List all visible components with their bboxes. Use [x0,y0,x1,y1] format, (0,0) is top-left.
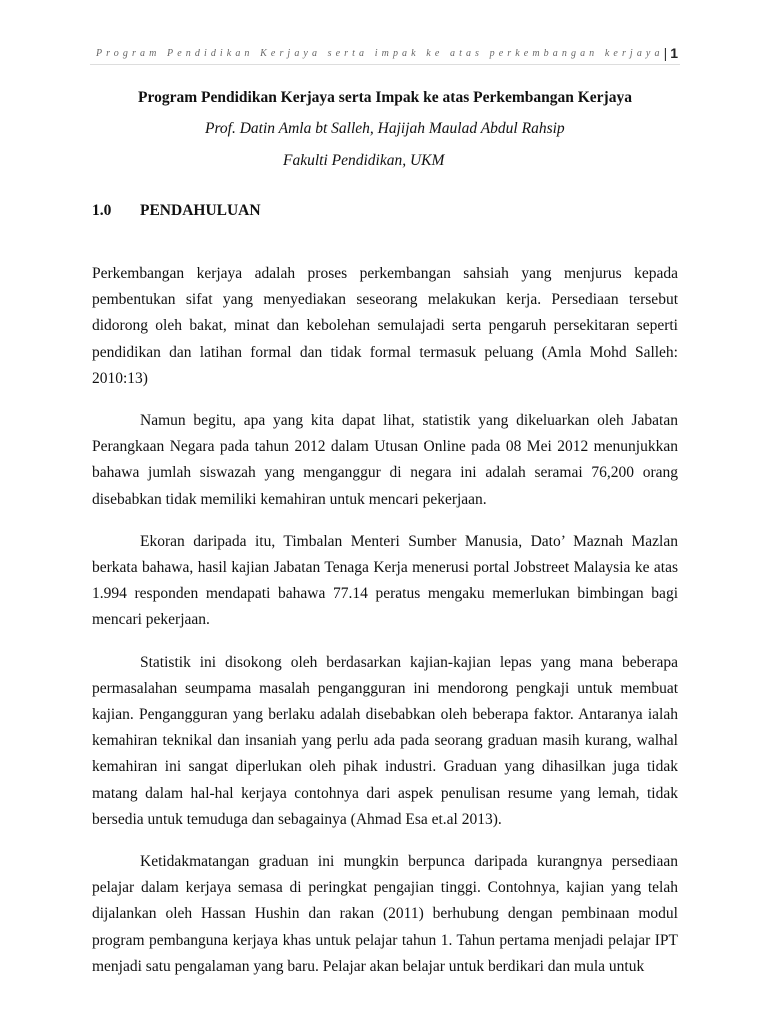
paragraph: Perkembangan kerjaya adalah proses perkembangan sahsiah yang menjurus kepada pembentukan sifat yang menyediakan seseorang melakukan kerja. Persediaan tersebut didorong oleh bakat, minat dan kebolehan semulajadi serta pengaruh persekitaran seperti pendidikan dan latihan formal dan tidak formal termasuk peluang (Amla Mohd Salleh: 2010:13) [92,265,678,387]
header-divider [90,64,680,65]
document-affiliation: Fakulti Pendidikan, UKM [283,152,445,169]
document-authors: Prof. Datin Amla bt Salleh, Hajijah Maulad Abdul Rahsip [205,120,565,137]
section-title: PENDAHULUAN [140,202,261,219]
body-text [92,261,678,996]
document-title: Program Pendidikan Kerjaya serta Impak ke atas Perkembangan Kerjaya [138,89,632,106]
paragraph: Ekoran daripada itu, Timbalan Menteri Sumber Manusia, Dato’ Maznah Mazlan berkata bahawa, hasil kajian Jabatan Tenaga Kerja menerusi portal Jobstreet Malaysia ke atas 1.994 responden mendapati bahawa 77.14 peratus mengaku memerlukan bimbingan bagi mencari pekerjaan. [92,532,678,629]
running-header [92,43,678,63]
section-number: 1.0 [92,202,112,219]
paragraph: Ketidakmatangan graduan ini mungkin berpunca daripada kurangnya persediaan pelajar dalam kerjaya semasa di peringkat pengajian tinggi. Contohnya, kajian yang telah dijalankan oleh Hassan Hushin dan rakan (2011) berhubung dengan pembinaan modul program pembanguna kerjaya khas untuk pelajar tahun 1. Tahun pertama menjadi pelajar IPT menjadi satu pengalaman yang baru. Pelajar akan belajar untuk berdikari dan mula untuk [92,853,678,975]
running-header-separator: | [663,45,668,61]
paragraph: Namun begitu, apa yang kita dapat lihat, statistik yang dikeluarkan oleh Jabatan Perangkaan Negara pada tahun 2012 dalam Utusan Online pada 08 Mei 2012 menunjukkan bahawa jumlah siswazah yang menganggur di negara ini adalah seramai 76,200 orang disebabkan tidak memiliki kemahiran untuk mencari pekerjaan. [92,412,678,508]
paragraph: Statistik ini disokong oleh berdasarkan kajian-kajian lepas yang mana beberapa permasalahan seumpama masalah pengangguran ini mendorong pengkaji untuk membuat kajian. Pengangguran yang berlaku adalah disebabkan oleh beberapa faktor. Antaranya ialah kemahiran teknikal dan insaniah yang perlu ada pada seorang graduan masih kurang, walhal kemahiran ini sangat diperlukan oleh pihak industri. Graduan yang dihasilkan juga tidak matang dalam hal-hal kerjaya contohnya dari aspek penulisan resume yang lemah, tidak bersedia untuk temuduga dan sebagainya (Ahmad Esa et.al 2013). [92,653,678,828]
page-number: 1 [670,45,678,61]
section-heading [92,202,261,220]
running-header-title: Program Pendidikan Kerjaya serta impak ke atas perkembangan kerjaya [95,47,664,59]
